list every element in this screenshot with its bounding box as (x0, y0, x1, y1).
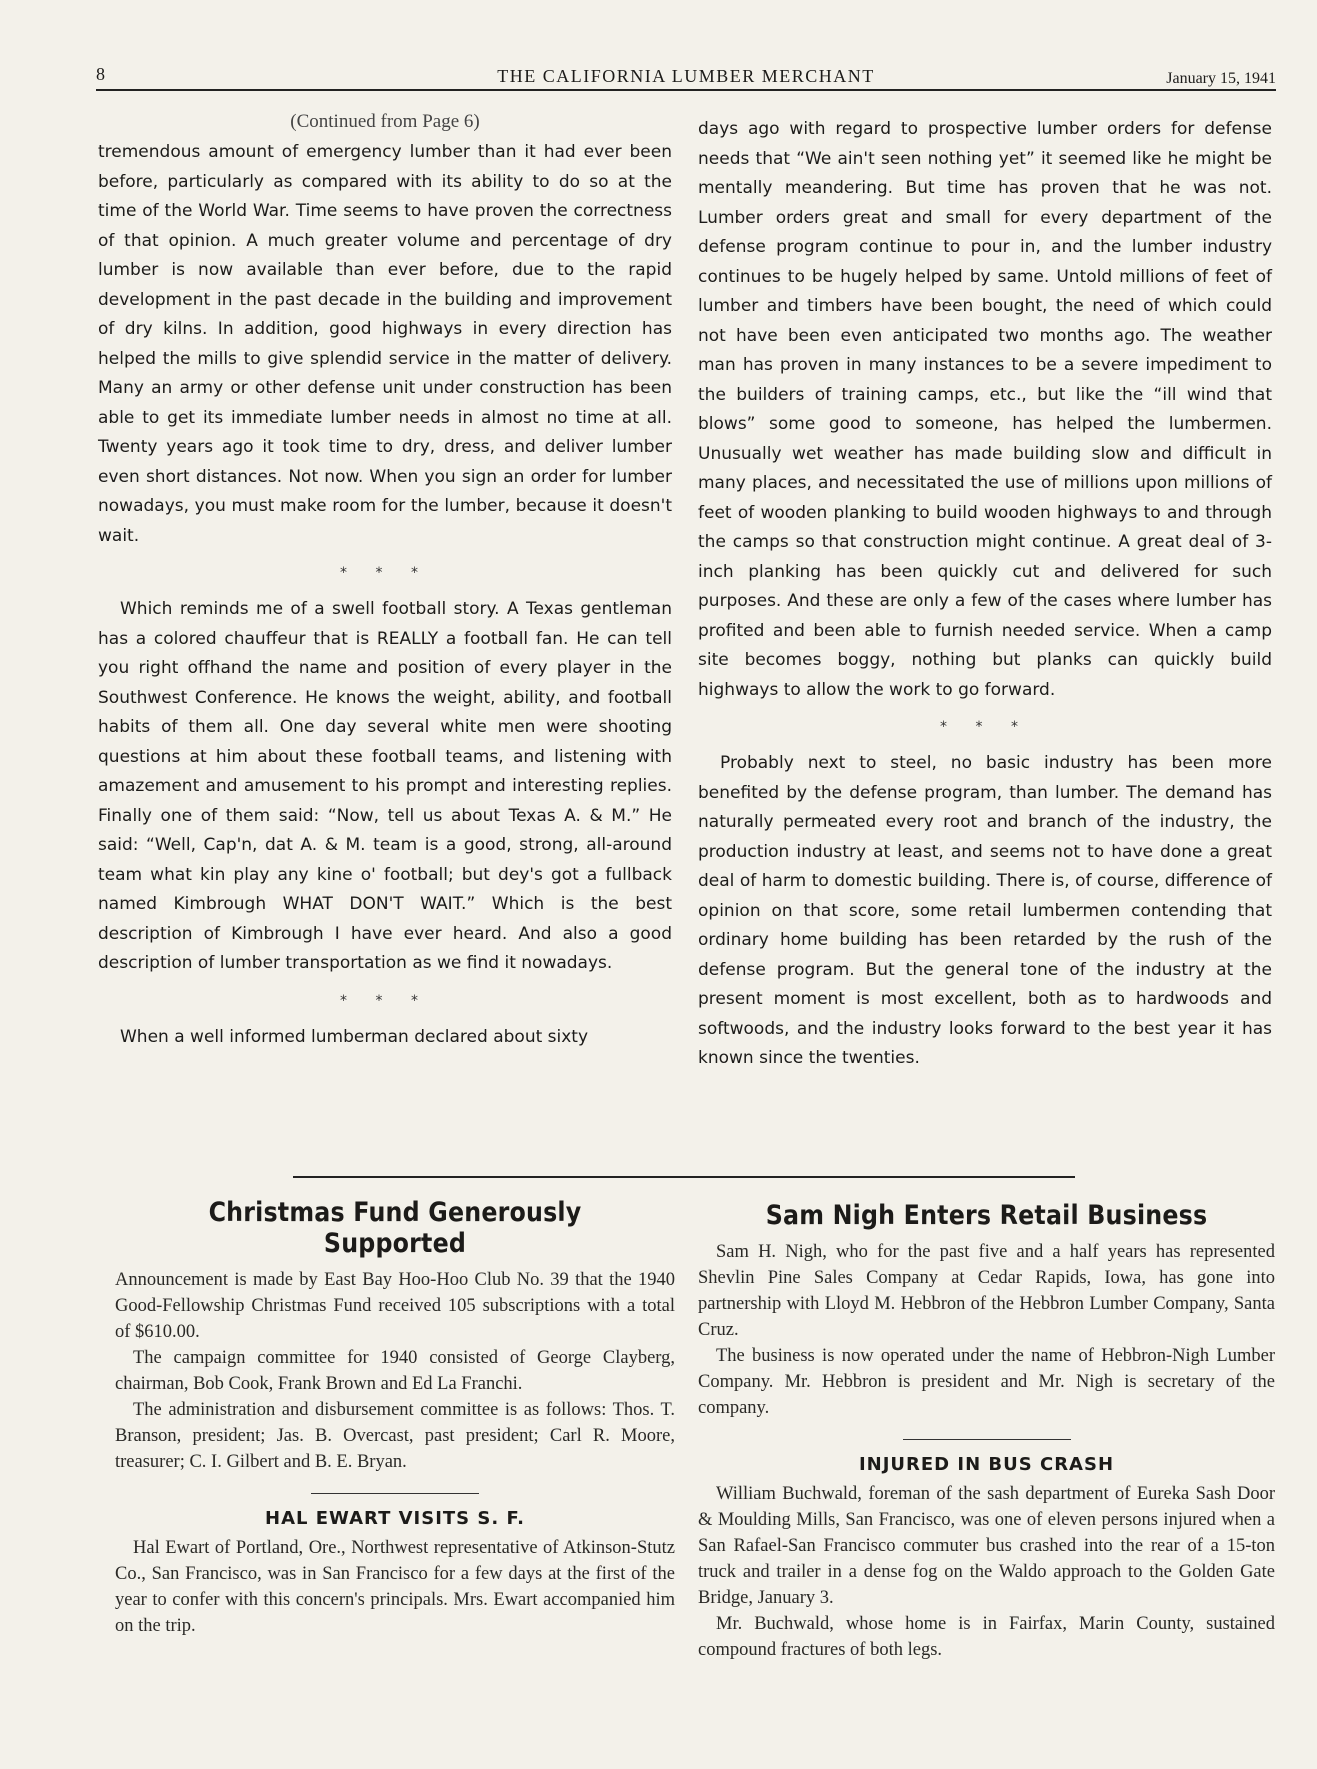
article-paragraph: Sam H. Nigh, who for the past five and a half years has represented Shevlin Pine Sales Company at Cedar Rapids, Iowa, has gone into partnership with Lloyd M. Hebbron of the Hebbron Lumber Company, Santa Cruz. (698, 1242, 1275, 1340)
article-paragraph: The administration and disbursement committee is as follows: Thos. T. Branson, president; Jas. B. Overcast, past president; Carl R. Moore, treasurer; C. I. Gilbert and B. E. Bryan. (115, 1400, 675, 1472)
page-header (96, 62, 1276, 92)
hal-ewart-article (115, 1508, 675, 1639)
article-paragraph: tremendous amount of emergency lumber than it had ever been before, particularly as compared with its ability to do so at the time of the World War. Time seems to have proven the correctness of that opinion. A much greater volume and percentage of dry lumber is now available than ever before, due to the rapid development in the past decade in the building and improvement of dry kilns. In addition, good highways in every direction has helped the mills to give splendid service in the matter of delivery. Many an army or other defense unit under construction has been able to get its immediate lumber needs in almost no time at all. Twenty years ago it took time to dry, dress, and deliver lumber even short distances. Not now. When you sign an order for lumber nowadays, you must make room for the lumber, because it doesn't wait. (98, 142, 672, 546)
section-break: * * * (340, 565, 430, 581)
publication-title: THE CALIFORNIA LUMBER MERCHANT (497, 66, 875, 86)
article-column-left (98, 108, 672, 1052)
article-column-right (698, 115, 1272, 1074)
article-paragraph: The campaign committee for 1940 consisted of George Clayberg, chairman, Bob Cook, Frank Brown and Ed La Franchi. (115, 1348, 675, 1394)
article-paragraph: Mr. Buchwald, whose home is in Fairfax, Marin County, sustained compound fractures of both legs. (698, 1614, 1275, 1660)
article-headline: Christmas Fund Generously Supported (208, 1197, 582, 1259)
section-divider (293, 1176, 1075, 1178)
article-paragraph: Which reminds me of a swell football story. A Texas gentleman has a colored chauffeur that is REALLY a football fan. He can tell you right offhand the name and position of every player in the Southwest Conference. He knows the weight, ability, and football habits of them all. One day several white men were shooting questions at him about these football teams, and listening with amazement and amusement to his prompt and interesting replies. Finally one of them said: “Now, tell us about Texas A. & M.” He said: “Well, Cap'n, dat A. & M. team is a good, strong, all-around team what kin play any kine o' football; but dey's got a fullback named Kimbrough WHAT DON'T WAIT.” Which is the best description of Kimbrough I have ever heard. And also a good description of lumber transportation as we find it nowadays. (98, 599, 672, 973)
article-paragraph: Announcement is made by East Bay Hoo-Hoo Club No. 39 that the 1940 Good-Fellowship Christmas Fund received 105 subscriptions with a total of $610.00. (115, 1270, 675, 1342)
bus-crash-article (698, 1454, 1275, 1663)
sam-nigh-article (698, 1200, 1275, 1421)
article-headline: INJURED IN BUS CRASH (858, 1454, 1115, 1475)
continued-note: (Continued from Page 6) (290, 111, 480, 132)
section-break: * * * (940, 719, 1030, 735)
article-paragraph: Hal Ewart of Portland, Ore., Northwest representative of Atkinson-Stutz Co., San Francisco, was in San Francisco for a few days at the first of the year to confer with this concern's principals. Mrs. Ewart accompanied him on the trip. (115, 1538, 675, 1636)
issue-date: January 15, 1941 (1166, 70, 1276, 87)
article-paragraph: The business is now operated under the name of Hebbron-Nigh Lumber Company. Mr. Hebbron is president and Mr. Nigh is secretary of the company. (698, 1346, 1275, 1418)
page-number: 8 (96, 64, 105, 84)
article-paragraph: When a well informed lumberman declared about sixty (120, 1026, 589, 1047)
lower-left-column (115, 1197, 675, 1639)
article-headline: Sam Nigh Enters Retail Business (765, 1200, 1208, 1231)
article-paragraph: William Buchwald, foreman of the sash department of Eureka Sash Door & Moulding Mills, San Francisco, was one of eleven persons injured when a San Rafael-San Francisco commuter bus crashed into the rear of a 15-ton truck and trailer in a dense fog on the Waldo approach to the Golden Gate Bridge, January 3. (698, 1484, 1275, 1608)
christmas-fund-article (115, 1197, 675, 1475)
article-headline: HAL EWART VISITS S. F. (265, 1508, 525, 1529)
article-paragraph: Probably next to steel, no basic industry has been more benefited by the defense program, than lumber. The demand has naturally permeated every root and branch of the industry, the production industry at least, and seems not to have done a great deal of harm to domestic building. There is, of course, difference of opinion on that score, some retail lumbermen contending that ordinary home building has been retarded by the rush of the defense program. But the general tone of the industry at the present moment is most excellent, both as to hardwoods and softwoods, and the industry looks forward to the best year it has known since the twenties. (698, 753, 1272, 1068)
article-divider (311, 1493, 479, 1494)
section-break: * * * (340, 992, 430, 1009)
header-rule (96, 89, 1276, 91)
article-paragraph: days ago with regard to prospective lumber orders for defense needs that “We ain't seen nothing yet” it seemed like he might be mentally meandering. But time has proven that he was not. Lumber orders great and small for every department of the defense program continue to pour in, and the lumber industry continues to be hugely helped by same. Untold millions of feet of lumber and timbers have been bought, the need of which could not have been even anticipated two months ago. The weather man has proven in many instances to be a severe impediment to the builders of training camps, etc., but like the “ill wind that blows” some good to someone, has helped the lumbermen. Unusually wet weather has made building slow and difficult in many places, and necessitated the use of millions upon millions of feet of wooden planking to build wooden highways to and through the camps so that construction might continue. A great deal of 3-inch planking has been quickly cut and delivered for such purposes. And these are only a few of the cases where lumber has profited and been able to furnish needed service. When a camp site becomes boggy, nothing but planks can quickly build highways to allow the work to go forward. (698, 119, 1272, 700)
article-divider (903, 1439, 1071, 1440)
lower-right-column (698, 1200, 1275, 1663)
